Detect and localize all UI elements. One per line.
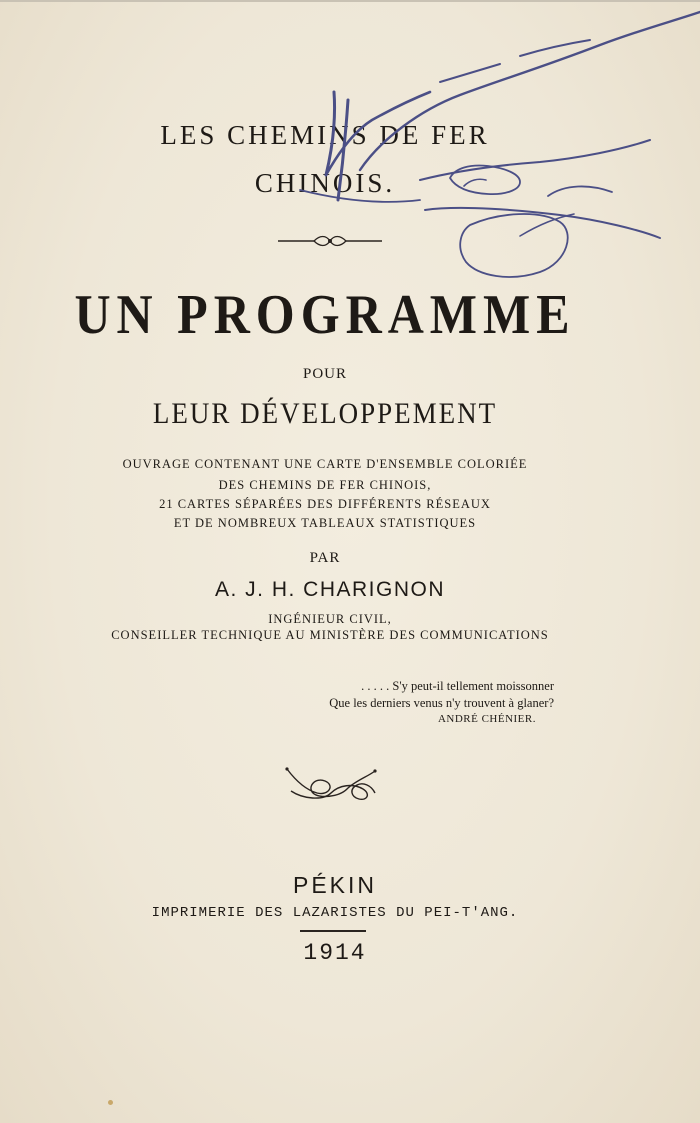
ornament-flourish-icon <box>283 763 379 803</box>
epigraph-line-1: . . . . . S'y peut-il tellement moissonner <box>361 679 554 693</box>
description-line-4: ET DE NOMBREUX TABLEAUX STATISTIQUES <box>173 516 477 530</box>
author-role-1: INGÉNIEUR CIVIL, <box>268 612 392 626</box>
imprint-printer: IMPRIMERIE DES LAZARISTES DU PEI-T'ANG. <box>151 905 519 921</box>
main-title: UN PROGRAMME <box>74 282 576 346</box>
subtitle: LEUR DÉVELOPPEMENT <box>152 396 498 430</box>
author-role-2: CONSEILLER TECHNIQUE AU MINISTÈRE DES COMMUNICATIONS <box>111 628 549 642</box>
header-title-line-1: LES CHEMINS DE FER <box>160 120 490 150</box>
imprint-city: PÉKIN <box>292 872 378 898</box>
header-title-line-2: CHINOIS. <box>254 168 396 198</box>
description-line-1: OUVRAGE CONTENANT UNE CARTE D'ENSEMBLE COLORIÉE <box>122 457 528 471</box>
paper-speck <box>108 1100 113 1105</box>
description-line-2: DES CHEMINS DE FER CHINOIS, <box>218 478 432 492</box>
imprint-year: 1914 <box>303 940 367 966</box>
handwritten-signature <box>0 0 700 300</box>
pour-label: POUR <box>302 366 347 382</box>
epigraph-attribution: ANDRÉ CHÉNIER. <box>437 713 536 725</box>
epigraph-line-2: Que les derniers venus n'y trouvent à glaner? <box>329 696 554 710</box>
par-label: PAR <box>309 550 341 566</box>
author-name: A. J. H. CHARIGNON <box>214 578 446 601</box>
description-line-3: 21 CARTES SÉPARÉES DES DIFFÉRENTS RÉSEAUX <box>159 497 491 511</box>
imprint-rule <box>300 930 366 932</box>
